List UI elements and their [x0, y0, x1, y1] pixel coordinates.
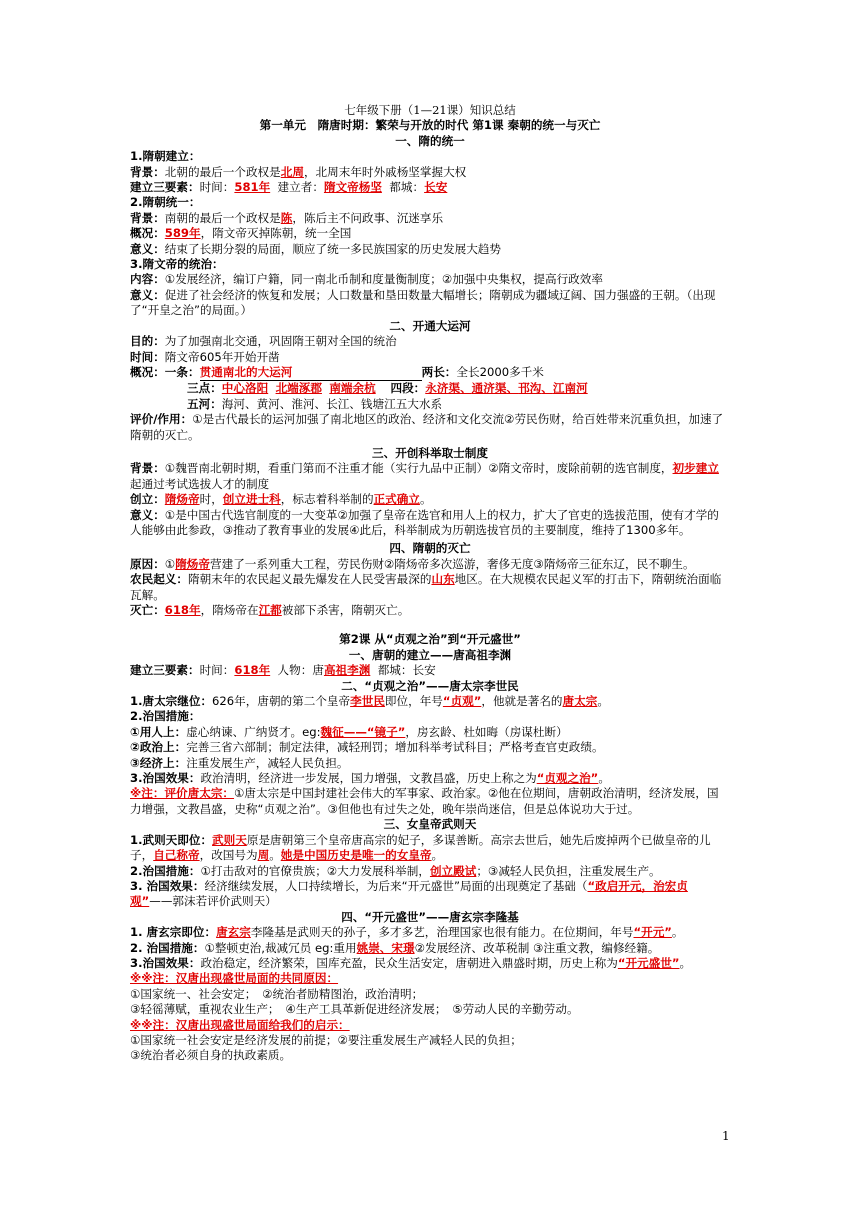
paragraph: 3.治国效果：政治稳定，经济繁荣，国库充盈，民众生活安定，唐朝进入鼎盛时期，历史上称为“开元盛世”。 [130, 955, 692, 970]
paragraph: 2.治国措施：①打击敌对的官僚贵族；②大力发展科举制，创立殿试；③减轻人民负担，注重发展生产。 [130, 863, 661, 878]
paragraph: ①用人上：虚心纳谏、广纳贤才。eg:魏征——“镜子”，房玄龄、杜如晦（房谋杜断） [130, 724, 568, 739]
section-title: 二、开通大运河 [389, 318, 471, 333]
section-title: 一、唐朝的建立——唐高祖李渊 [348, 647, 512, 662]
section-title: 四、隋朝的灭亡 [389, 541, 471, 556]
paragraph: 意义：结束了长期分裂的局面，顺应了统一多民族国家的历史发展大趋势 [130, 241, 502, 256]
section-title: 三、开创科举取士制度 [372, 445, 488, 460]
section-title: 二、“贞观之治”——唐太宗李世民 [341, 678, 519, 693]
subheading: 3.隋文帝的统治： [130, 257, 224, 272]
subheading: 1.隋朝建立： [130, 149, 201, 164]
paragraph: ①国家统一社会安定是经济发展的前提；②要注重发展生产减轻人民的负担； [130, 1032, 522, 1047]
lesson-title: 第2课 从“贞观之治”到“开元盛世” [339, 632, 521, 647]
paragraph: 原因：①隋炀帝营建了一系列重大工程，劳民伤财②隋炀帝多次巡游，奢侈无度③隋炀帝三征东辽，民不聊生。 [130, 556, 695, 571]
paragraph: 评价/作用：①是古代最长的运河加强了南北地区的政治、经济和文化交流②劳民伤财，给百姓带来沉重负担，加速了隋朝的灭亡。 [130, 412, 724, 442]
note-title: ※※注：汉唐出现盛世局面的共同原因： [130, 971, 339, 986]
note-title: ※※注：汉唐出现盛世局面给我们的启示： [130, 1017, 350, 1032]
unit-title: 第一单元 隋唐时期：繁荣与开放的时代 第1课 秦朝的统一与灭亡 [259, 118, 601, 133]
paragraph: 1. 唐玄宗即位：唐玄宗李隆基是武则天的孙子，多才多艺，治理国家也很有能力。在位期间，年号“开元”。 [130, 925, 684, 940]
paragraph: 意义：促进了社会经济的恢复和发展；人口数量和垦田数量大幅增长；隋朝成为疆域辽阔、国力强盛的王朝。（出现了“开皇之治”的局面。） [130, 287, 716, 318]
section-title: 三、女皇帝武则天 [383, 817, 477, 832]
paragraph: 五河：海河、黄河、淮河、长江、钱塘江五大水系 [187, 396, 443, 411]
document-page [130, 103, 730, 1064]
paragraph: 1.唐太宗继位：626年，唐朝的第二个皇帝李世民即位，年号“贞观”，他就是著名的唐太宗。 [130, 694, 609, 709]
paragraph: 灭亡：618年，隋炀帝在江都被部下杀害，隋朝灭亡。 [130, 603, 410, 617]
paragraph: ③轻徭薄赋，重视农业生产； ④生产工具革新促进经济发展； ⑤劳动人民的辛勤劳动。 [130, 1002, 579, 1017]
paragraph: 1.武则天即位：武则天原是唐朝第三个皇帝唐高宗的妃子，多谋善断。高宗去世后，她先后废掉两个已做皇帝的儿子，自己称帝，改国号为周。她是中国历史是唯一的女皇帝。 [130, 832, 711, 863]
paragraph: 3. 治国效果：经济继续发展，人口持续增长，为后来“开元盛世”局面的出现奠定了基础（“政启开元，治宏贞观”——郭沫若评价武则天） [130, 878, 688, 909]
section-title: 四、“开元盛世”——唐玄宗李隆基 [341, 909, 519, 924]
document-title: 七年级下册（1—21课）知识总结 [344, 103, 516, 117]
paragraph: 农民起义：隋朝末年的农民起义最先爆发在人民受害最深的山东地区。在大规模农民起义军的打击下，隋朝统治面临瓦解。 [130, 572, 722, 602]
paragraph: 概况：一条：贯通南北的大运河 两长：全长2000多千米 [130, 365, 730, 381]
paragraph: 建立三要素：时间：618年 人物：唐高祖李渊 都城：长安 [130, 663, 436, 678]
section-title: 一、隋的统一 [395, 133, 465, 148]
paragraph: 背景：①魏晋南北朝时期，看重门第而不注重才能（实行九品中正制）②隋文帝时，废除前朝的选官制度，初步建立起通过考试选拔人才的制度 [130, 461, 719, 491]
paragraph: 内容：①发展经济，编订户籍，同一南北币制和度量衡制度；②加强中央集权，提高行政效率 [130, 272, 603, 287]
paragraph: 背景：南朝的最后一个政权是陈，陈后主不问政事、沉迷享乐 [130, 210, 444, 225]
paragraph: ②政治上：完善三省六部制；制定法律，减轻刑罚；增加科举考试科目；严格考查官吏政绩。 [130, 740, 604, 755]
paragraph: 时间：隋文帝605年开始开凿 [130, 349, 280, 364]
paragraph: 建立三要素：时间：581年 建立者：隋文帝杨坚 都城：长安 [130, 180, 448, 195]
paragraph: 概况：589年，隋文帝灭掉陈朝，统一全国 [130, 226, 352, 241]
subheading: 2.治国措施： [130, 709, 201, 724]
paragraph: ※注：评价唐太宗：①唐太宗是中国封建社会伟大的军事家、政治家。②他在位期间，唐朝政治清明，经济发展，国力增强，文教昌盛，史称“贞观之治”。③但他也有过失之处，晚年崇尚迷信，但是总体说功大于过。 [130, 786, 719, 816]
paragraph: ①国家统一、社会安定； ②统治者励精图治，政治清明； [130, 986, 424, 1001]
subheading: 2.隋朝统一： [130, 195, 201, 210]
paragraph: 背景：北朝的最后一个政权是北周，北周末年时外戚杨坚掌握大权 [130, 164, 467, 179]
paragraph: 2. 治国措施：①整顿吏治,裁减冗员 eg:重用姚崇、宋璟②发展经济、改革税制 ③注重文教，编修经籍。 [130, 940, 660, 955]
paragraph: 3.治国效果：政治清明，经济进一步发展，国力增强，文教昌盛，历史上称之为“贞观之治”。 [130, 771, 610, 786]
paragraph: 三点：中心洛阳 北端涿郡 南端余杭 四段：永济渠、通济渠、邗沟、江南河 [187, 381, 588, 396]
paragraph: ③经济上：注重发展生产，减轻人民负担。 [130, 755, 349, 770]
paragraph: 意义：①是中国古代选官制度的一大变革②加强了皇帝在选官和用人上的权力，扩大了官吏的选拔范围，使有才学的人能够由此参政，③推动了教育事业的发展④此后，科举制成为历朝选拔官员的主要制度，维持了1300多年。 [130, 507, 719, 537]
paragraph: 创立：隋炀帝时，创立进士科，标志着科举制的正式确立。 [130, 492, 432, 507]
page-number: 1 [722, 1129, 730, 1143]
paragraph: 目的：为了加强南北交通，巩固隋王朝对全国的统治 [130, 334, 397, 349]
paragraph: ③统治者必须自身的执政素质。 [130, 1048, 292, 1063]
